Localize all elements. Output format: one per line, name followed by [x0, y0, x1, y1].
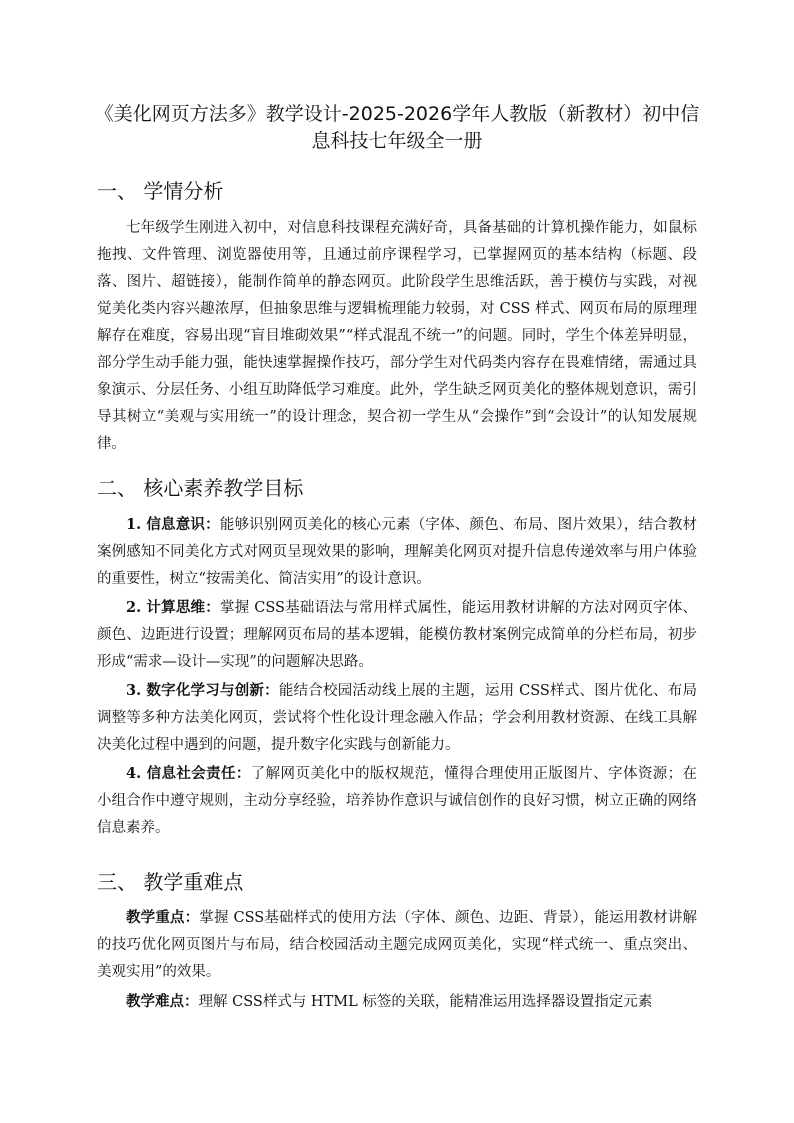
paragraph-text: 掌握 CSS基础样式的使用方法（字体、颜色、边距、背景），能运用教材讲解的技巧优化网页图片与布局，结合校园活动主题完成网页美化，实现“样式统一、重点突出、美观实用”的效果。 — [97, 910, 698, 980]
paragraph-lead: 4. 信息社会责任： — [126, 765, 251, 782]
paragraph-lead: 教学难点： — [126, 993, 199, 1010]
paragraph-lead: 2. 计算思维： — [126, 599, 220, 616]
goal-digital-learning-innovation — [97, 677, 697, 759]
document-title: 《美化网页方法多》教学设计-2025-2026学年人教版（新教材）初中信息科技七年级全一册 — [94, 103, 700, 152]
paragraph-text: 理解 CSS样式与 HTML 标签的关联，能精准运用选择器设置指定元素 — [198, 994, 653, 1010]
teaching-difficulty — [97, 988, 697, 1016]
paragraph-lead: 1. 信息意识： — [126, 516, 220, 533]
paragraph-text: 能够识别网页美化的核心元素（字体、颜色、布局、图片效果），结合教材案例感知不同美化方式对网页呈现效果的影响，理解美化网页对提升信息传递效率与用户体验的重要性，树立“按需美化、简洁实用”的设计意识。 — [97, 517, 698, 587]
paragraph-text: 七年级学生刚进入初中，对信息科技课程充满好奇，具备基础的计算机操作能力，如鼠标拖拽、文件管理、浏览器使用等，且通过前序课程学习，已掌握网页的基本结构（标题、段落、图片、超链接），能制作简单的静态网页。此阶段学生思维活跃，善于模仿与实践，对视觉美化类内容兴趣浓厚，但抽象思维与逻辑梳理能力较弱，对 CSS 样式、网页布局的原理理解存在难度，容易出现“盲目堆砌效果”“样式混乱不统一”的问题。同时，学生个体差异明显，部分学生动手能力强，能快速掌握操作技巧，部分学生对代码类内容存在畏难情绪，需通过具象演示、分层任务、小组互助降低学习难度。此外，学生缺乏网页美化的整体规划意识，需引导其树立“美观与实用统一”的设计理念，契合初一学生从“会操作”到“会设计”的认知发展规律。 — [97, 220, 697, 452]
paragraph-text: 能结合校园活动线上展的主题，运用 CSS样式、图片优化、布局调整等多种方法美化网页，尝试将个性化设计理念融入作品；学会利用教材资源、在线工具解决美化过程中遇到的问题，提升数字化实践与创新能力。 — [97, 683, 697, 753]
teaching-key-point — [97, 904, 697, 986]
section-heading-learner-analysis: 一、 学情分析 — [97, 179, 224, 203]
paragraph-lead: 3. 数字化学习与创新： — [126, 682, 279, 699]
paragraph-text: 掌握 CSS基础语法与常用样式属性，能运用教材讲解的方法对网页字体、颜色、边距进行设置；理解网页布局的基本逻辑，能模仿教材案例完成简单的分栏布局，初步形成“需求—设计—实现”的问题解决思路。 — [97, 600, 697, 670]
paragraph-learner-analysis — [97, 214, 697, 458]
paragraph-lead: 教学重点： — [126, 909, 200, 926]
section-heading-core-goals: 二、 核心素养教学目标 — [97, 476, 304, 500]
goal-computational-thinking — [97, 594, 697, 676]
section-heading-key-points: 三、 教学重难点 — [97, 870, 244, 894]
paragraph-text: 了解网页美化中的版权规范，懂得合理使用正版图片、字体资源；在小组合作中遵守规则，主动分享经验，培养协作意识与诚信创作的良好习惯，树立正确的网络信息素养。 — [97, 766, 697, 836]
goal-social-responsibility — [97, 760, 697, 842]
goal-information-awareness — [97, 511, 697, 593]
